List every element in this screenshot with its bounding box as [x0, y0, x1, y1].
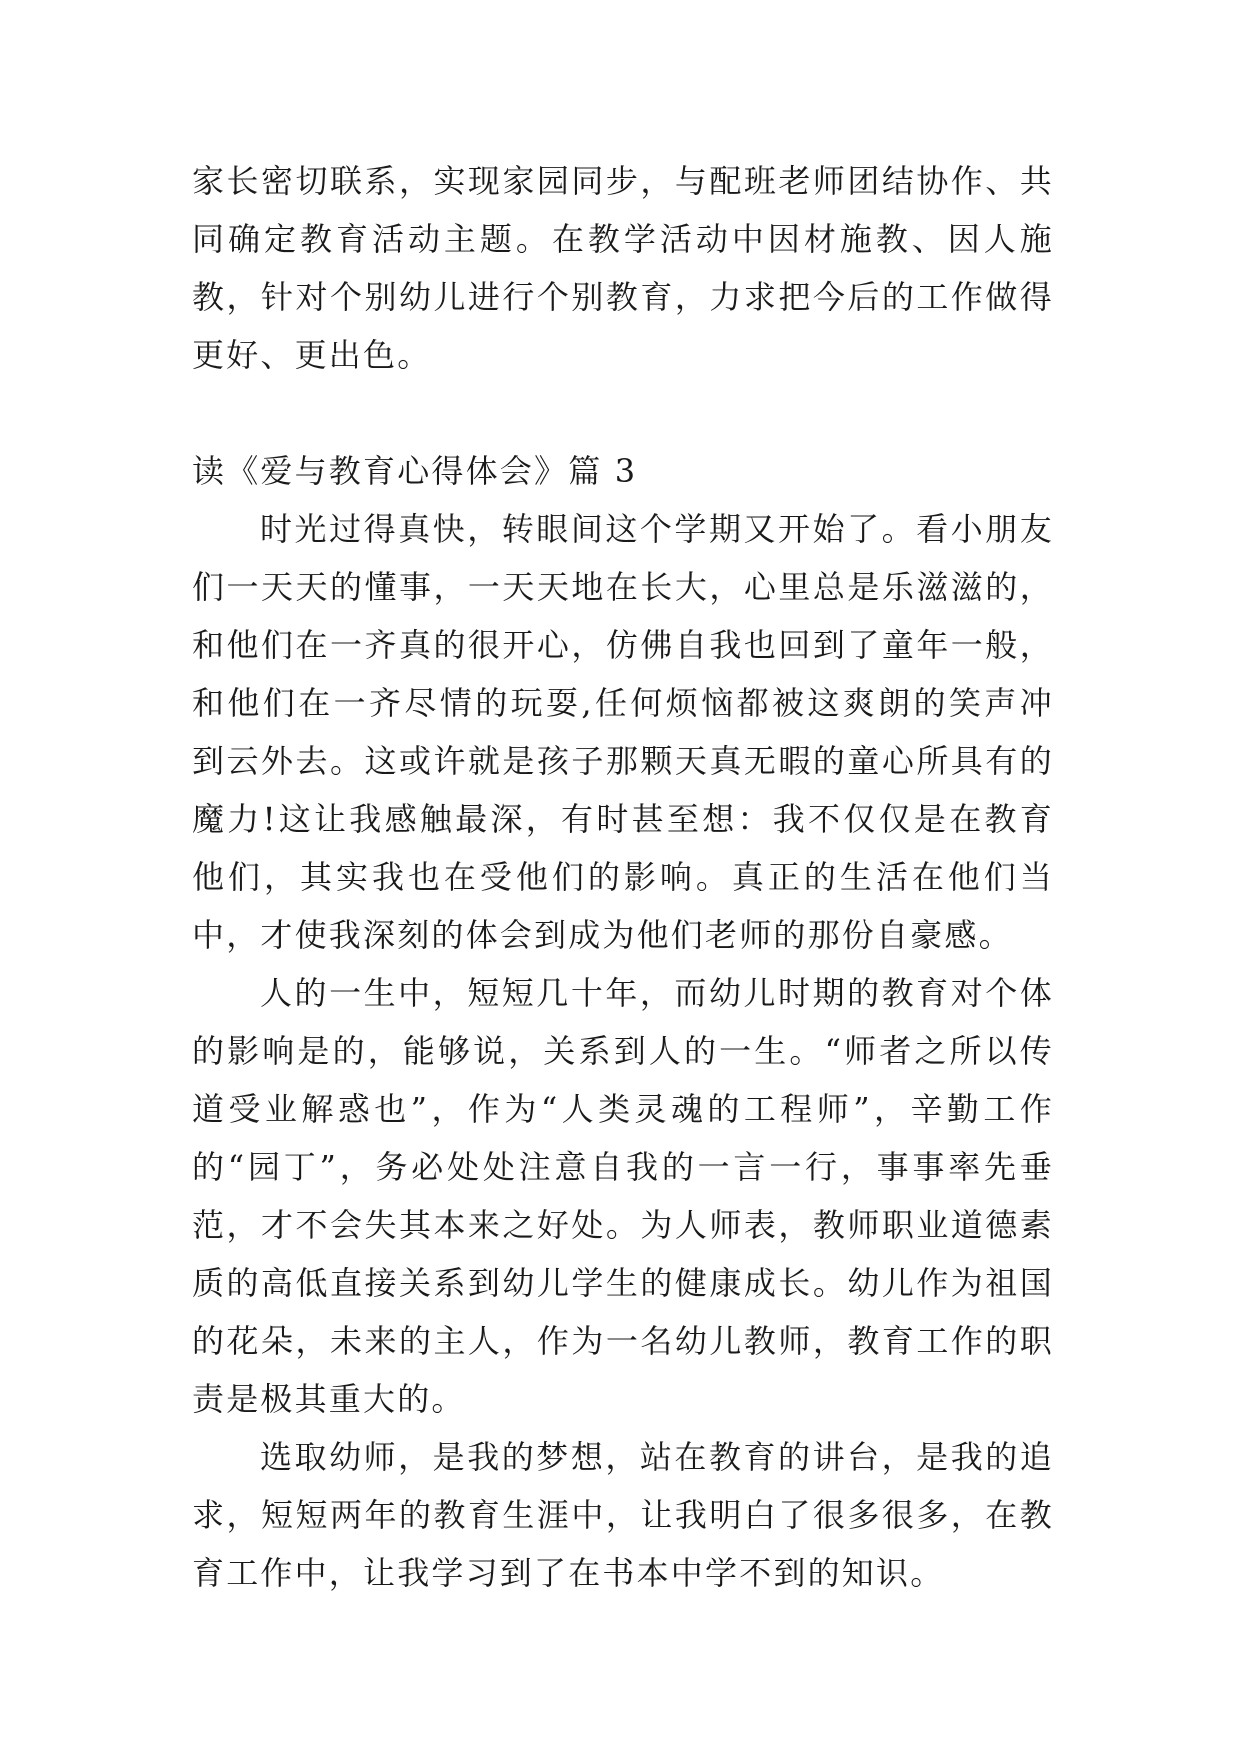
body-paragraph-3: 选取幼师，是我的梦想，站在教育的讲台，是我的追求，短短两年的教育生涯中，让我明白了很多很多，在教育工作中，让我学习到了在书本中学不到的知识。: [192, 1438, 1054, 1592]
body-paragraph-1: 时光过得真快，转眼间这个学期又开始了。看小朋友们一天天的懂事，一天天地在长大，心里总是乐滋滋的，和他们在一齐真的很开心，仿佛自我也回到了童年一般，和他们在一齐尽情的玩耍,任何烦恼都被这爽朗的笑声冲到云外去。这或许就是孩子那颗天真无暇的童心所具有的魔力!这让我感触最深，有时甚至想：我不仅仅是在教育他们，其实我也在受他们的影响。真正的生活在他们当中，才使我深刻的体会到成为他们老师的那份自豪感。: [192, 510, 1054, 954]
section-title: 读《爱与教育心得体会》篇 3: [192, 452, 638, 490]
document-body: [192, 152, 1054, 1602]
continued-paragraph: 家长密切联系，实现家园同步，与配班老师团结协作、共同确定教育活动主题。在教学活动中因材施教、因人施教，针对个别幼儿进行个别教育，力求把今后的工作做得更好、更出色。: [192, 162, 1054, 374]
body-paragraph-2: 人的一生中，短短几十年，而幼儿时期的教育对个体的影响是的，能够说，关系到人的一生。“师者之所以传道受业解惑也”，作为“人类灵魂的工程师”，辛勤工作的“园丁”，务必处处注意自我的一言一行，事事率先垂范，才不会失其本来之好处。为人师表，教师职业道德素质的高低直接关系到幼儿学生的健康成长。幼儿作为祖国的花朵，未来的主人，作为一名幼儿教师，教育工作的职责是极其重大的。: [192, 974, 1054, 1418]
section-spacer: [192, 384, 1054, 442]
